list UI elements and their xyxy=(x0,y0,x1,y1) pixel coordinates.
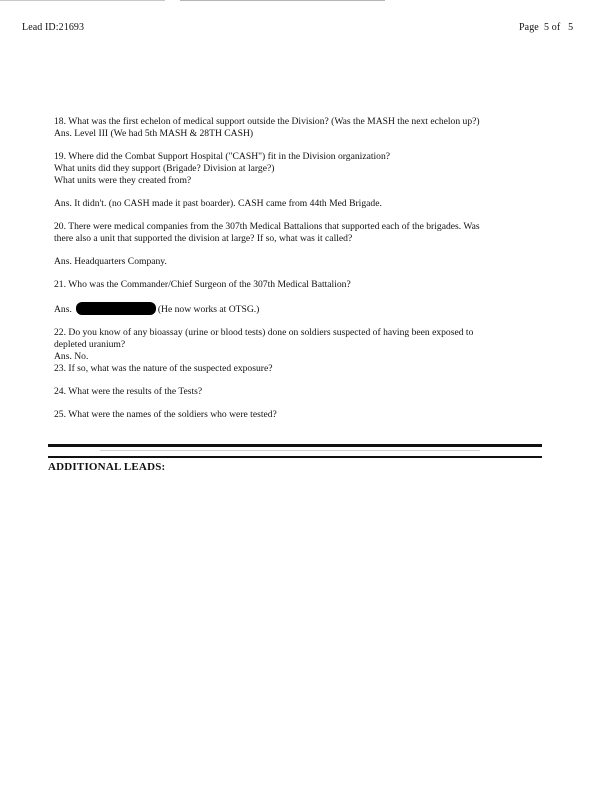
question-21: 21. Who was the Commander/Chief Surgeon of the 307th Medical Battalion? xyxy=(54,279,351,290)
question-24: 24. What were the results of the Tests? xyxy=(54,386,203,397)
answer-21 xyxy=(54,302,554,316)
scan-artifact-line xyxy=(180,0,385,1)
question-23: 23. If so, what was the nature of the suspected exposure? xyxy=(54,363,273,374)
page-label: Page xyxy=(519,22,539,33)
answer-21-suffix: (He now works at OTSG.) xyxy=(157,304,260,315)
question-22-line-2: depleted uranium? xyxy=(54,339,126,350)
question-18: 18. What was the first echelon of medical support outside the Division? (Was the MASH the next echelon up?) xyxy=(54,116,480,127)
redaction-block xyxy=(76,302,156,315)
question-19-line-1: 19. Where did the Combat Support Hospital ("CASH") fit in the Division organization? xyxy=(54,151,391,162)
answer-20: Ans. Headquarters Company. xyxy=(54,256,167,267)
page-number: 5 xyxy=(544,22,550,33)
of-label: of xyxy=(551,22,561,33)
scan-artifact-line xyxy=(0,0,165,1)
additional-leads-heading: ADDITIONAL LEADS: xyxy=(48,461,166,473)
question-19-line-3: What units were they created from? xyxy=(54,175,192,186)
scan-artifact-line xyxy=(100,450,480,451)
question-22-line-1: 22. Do you know of any bioassay (urine or blood tests) done on soldiers suspected of having been exposed to xyxy=(54,327,474,338)
question-25: 25. What were the names of the soldiers who were tested? xyxy=(54,409,277,420)
interview-body xyxy=(54,116,554,421)
section-divider-thick xyxy=(48,444,542,447)
lead-id: Lead ID:21693 xyxy=(22,22,85,33)
page-indicator xyxy=(519,22,573,33)
question-19-line-2: What units did they support (Brigade? Division at large?) xyxy=(54,163,275,174)
question-20-line-1: 20. There were medical companies from the 307th Medical Battalions that supported each of the brigades. Was xyxy=(54,221,480,232)
answer-18: Ans. Level III (We had 5th MASH & 28TH CASH) xyxy=(54,128,254,139)
section-divider-thin xyxy=(48,456,542,458)
answer-19: Ans. It didn't. (no CASH made it past boarder). CASH came from 44th Med Brigade. xyxy=(54,198,382,209)
answer-22: Ans. No. xyxy=(54,351,89,362)
page-total: 5 xyxy=(568,22,574,33)
question-20-line-2: there also a unit that supported the division at large? If so, what was it called? xyxy=(54,233,353,244)
answer-21-prefix: Ans. xyxy=(54,304,72,315)
